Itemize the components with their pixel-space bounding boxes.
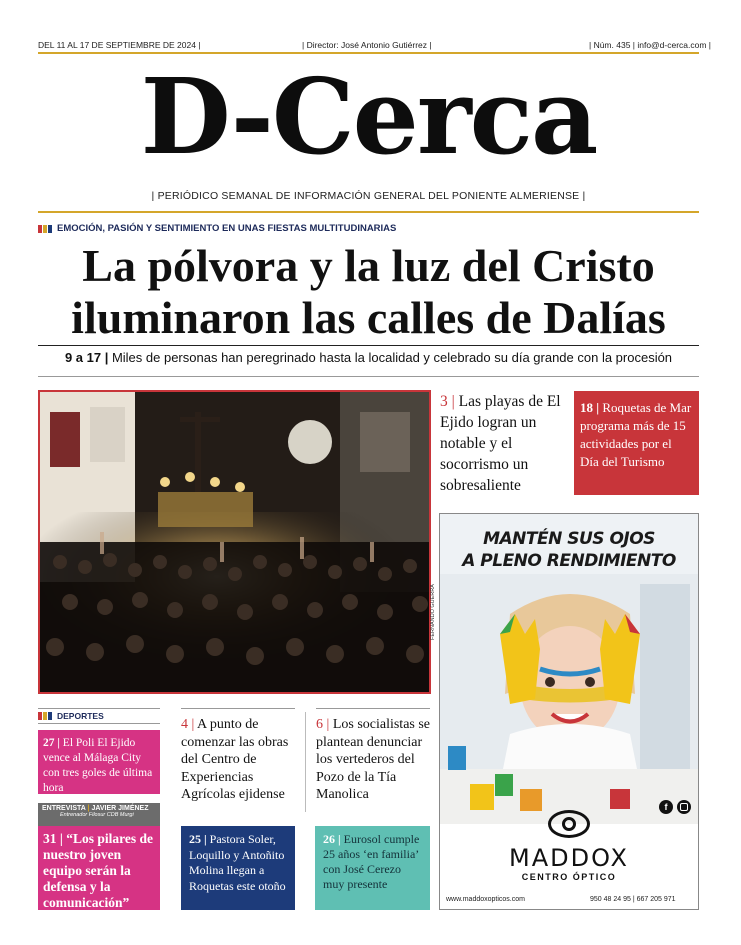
sports-flag-icon	[38, 712, 53, 720]
deck-bottom-rule	[38, 376, 699, 377]
issue-dates: DEL 11 AL 17 DE SEPTIEMBRE DE 2024 |	[38, 40, 201, 50]
deck-text: Miles de personas han peregrinado hasta la localidad y celebrado su día grande con la procesión	[108, 350, 673, 365]
teaser-playas-page: 3 |	[440, 393, 455, 410]
ad-slogan	[440, 528, 698, 572]
teaser-socialistas-page: 6 |	[316, 717, 330, 732]
centro-top-rule	[181, 708, 295, 709]
teaser-centro-page: 4 |	[181, 717, 195, 732]
teaser-centro[interactable]	[181, 716, 295, 804]
interview-tag-label: ENTREVISTA	[42, 805, 86, 812]
ad-slogan-line1: MANTÉN SUS OJOS	[483, 529, 655, 549]
sports-label-text: DEPORTES	[57, 711, 104, 721]
lead-headline[interactable]	[38, 240, 699, 344]
maddox-advertisement[interactable]	[439, 513, 699, 910]
poli-page: 27 |	[43, 737, 60, 749]
headline-line-2: iluminaron las calles de Dalías	[71, 292, 666, 343]
pilares-text: “Los pilares de nuestro joven equipo serán la defensa y la comunicación”	[43, 831, 153, 910]
deck-top-rule	[38, 345, 699, 346]
maddox-eye-logo-icon	[548, 810, 590, 838]
section-flag-icon	[38, 225, 53, 233]
teaser-roquetas-text: Roquetas de Mar programa más de 15 actividades por el Día del Turismo	[580, 400, 692, 469]
deck-pages: 9 a 17 |	[64, 350, 109, 365]
sports-box-poli[interactable]	[38, 730, 160, 794]
ad-brand: MADDOX	[509, 844, 629, 872]
ad-website[interactable]: www.maddoxopticos.com	[446, 896, 525, 903]
column-separator	[305, 712, 306, 812]
director-credit: | Director: José Antonio Gutiérrez |	[302, 40, 432, 50]
sports-label-rule	[38, 723, 160, 724]
photo-credit: FERNANDO GUERRA	[430, 584, 436, 640]
teaser-roquetas-page: 18 |	[580, 400, 600, 415]
issue-number: | Núm. 435 | info@d-cerca.com |	[589, 40, 712, 50]
masthead-logo: D-Cerca	[38, 58, 699, 176]
procession-photo-illustration	[40, 392, 431, 694]
lead-kicker	[38, 223, 396, 234]
pilares-page: 31 |	[43, 831, 63, 846]
teaser-centro-text: A punto de comenzar las obras del Centro de Experiencias Agrícolas ejidense	[181, 717, 289, 802]
eurosol-text: Eurosol cumple 25 años ‘en familia’ con José Cerezo muy presente	[323, 832, 420, 891]
child-painted-hands-illustration	[440, 574, 698, 824]
top-gold-rule	[38, 52, 699, 54]
instagram-icon[interactable]	[677, 800, 691, 814]
teaser-playas-text: Las playas de El Ejido logran un notable y el socorrismo un sobresaliente	[440, 393, 561, 494]
pastora-page: 25 |	[189, 832, 207, 846]
pastora-text: Pastora Soler, Loquillo y Antoñito Molina llegan a Roquetas este otoño	[189, 832, 286, 893]
lead-deck	[38, 350, 699, 365]
sports-top-rule	[38, 708, 160, 709]
poli-text: El Poli El Ejido vence al Málaga City con tres goles de última hora	[43, 737, 153, 794]
interview-name: JAVIER JIMÉNEZ	[91, 805, 149, 812]
eurosol-page: 26 |	[323, 832, 341, 846]
facebook-icon[interactable]: f	[659, 800, 673, 814]
teaser-playas[interactable]	[440, 391, 564, 496]
socialistas-top-rule	[316, 708, 430, 709]
masthead-tagline: | PERIÓDICO SEMANAL DE INFORMACIÓN GENERAL DEL PONIENTE ALMERIENSE |	[151, 190, 586, 202]
teaser-roquetas[interactable]	[574, 391, 699, 495]
headline-line-1: La pólvora y la luz del Cristo	[82, 240, 655, 291]
box-pastora[interactable]	[181, 826, 295, 910]
interview-role: Entrenador Filosur CDB Murgi	[60, 812, 134, 818]
sports-section-label	[38, 711, 104, 721]
box-eurosol[interactable]	[315, 826, 430, 910]
ad-phones: 950 48 24 95 | 667 205 971	[590, 896, 676, 903]
teaser-socialistas[interactable]	[316, 716, 432, 804]
masthead-gold-rule	[38, 211, 699, 213]
lead-kicker-text: EMOCIÓN, PASIÓN Y SENTIMIENTO EN UNAS FIESTAS MULTITUDINARIAS	[57, 223, 397, 234]
interview-tag: ENTREVISTA | JAVIER JIMÉNEZ Entrenador Filosur CDB Murgi	[38, 803, 160, 827]
ad-slogan-line2: A PLENO RENDIMIENTO	[462, 551, 676, 571]
ad-brand-sub: CENTRO ÓPTICO	[521, 872, 617, 882]
teaser-socialistas-text: Los socialistas se plantean denunciar los vertederos del Pozo de la Tía Manolica	[316, 717, 431, 802]
lead-photo[interactable]	[38, 390, 431, 694]
sports-box-interview[interactable]	[38, 826, 160, 910]
